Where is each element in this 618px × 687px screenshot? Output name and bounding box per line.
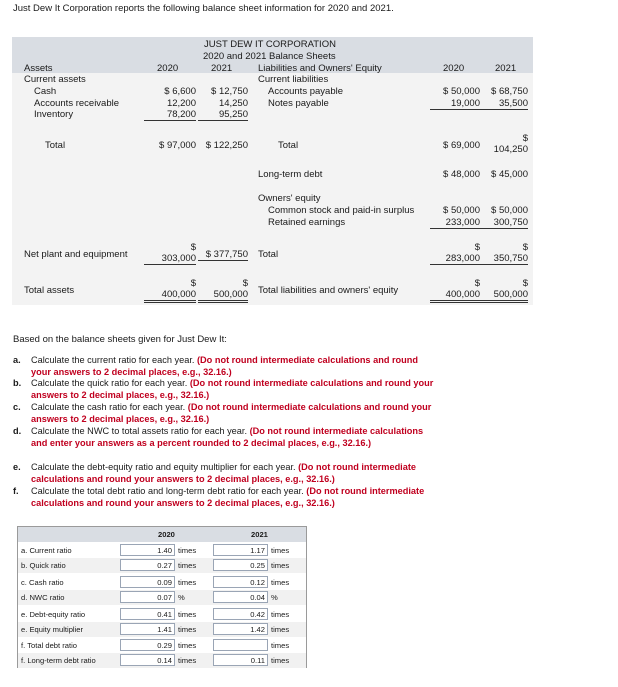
common-stock-label: Common stock and paid-in surplus bbox=[268, 205, 415, 216]
assets-header: Assets bbox=[24, 63, 53, 74]
answer-unit-2021: % bbox=[271, 593, 278, 602]
accounts-receivable-label: Accounts receivable bbox=[34, 98, 120, 109]
total-liabilities-equity-label: Total liabilities and owners' equity bbox=[258, 285, 399, 296]
current-liab-total-2021: 104,250 bbox=[493, 144, 528, 155]
company-title: JUST DEW IT CORPORATION bbox=[204, 39, 336, 50]
answer-unit-2020: times bbox=[178, 641, 197, 650]
question-d bbox=[13, 426, 433, 461]
question-c-text: Calculate the cash ratio for each year. bbox=[31, 402, 186, 412]
question-e bbox=[13, 462, 433, 485]
tle-2020: 400,000 bbox=[430, 289, 480, 303]
tle-2021: 500,000 bbox=[480, 289, 528, 303]
current-liab-total-2020: $ 69,000 bbox=[443, 140, 480, 151]
owners-equity-total-label: Total bbox=[258, 249, 279, 260]
answer-unit-2021: times bbox=[271, 610, 290, 619]
answer-row bbox=[18, 543, 306, 558]
inventory-2020: 78,200 bbox=[144, 109, 196, 121]
cs-2021: $ 50,000 bbox=[491, 205, 528, 216]
cash-label: Cash bbox=[34, 86, 57, 97]
answer-input-2021[interactable]: 0.42 bbox=[213, 608, 268, 620]
current-assets-label: Current assets bbox=[24, 74, 86, 85]
answer-unit-2020: times bbox=[178, 546, 197, 555]
net-plant-2020: 303,000 bbox=[144, 253, 196, 265]
ap-2021: $ 68,750 bbox=[491, 86, 528, 97]
questions-intro: Based on the balance sheets given for Just Dew It: bbox=[13, 334, 227, 345]
answer-unit-2021: times bbox=[271, 641, 290, 650]
long-term-debt-label: Long-term debt bbox=[258, 169, 323, 180]
answer-input-2020[interactable]: 0.27 bbox=[120, 559, 175, 571]
total-assets-2021: 500,000 bbox=[198, 289, 248, 303]
answer-row bbox=[18, 653, 306, 668]
oe-total-2020: 283,000 bbox=[430, 253, 480, 265]
assets-year-2021: 2021 bbox=[211, 63, 233, 74]
total-assets-2020: 400,000 bbox=[144, 289, 196, 303]
answer-input-2020[interactable]: 0.14 bbox=[120, 654, 175, 666]
cash-2020: $ 6,600 bbox=[164, 86, 196, 97]
oe-total-2021: 350,750 bbox=[480, 253, 528, 265]
answer-col-2021: 2021 bbox=[251, 530, 268, 539]
question-d-text: Calculate the NWC to total assets ratio for each year. bbox=[31, 426, 248, 436]
question-c bbox=[13, 402, 433, 425]
net-plant-2020-symbol: $ bbox=[190, 242, 196, 253]
answer-input-2020[interactable]: 1.40 bbox=[120, 544, 175, 556]
answer-unit-2020: times bbox=[178, 656, 197, 665]
question-a-note: (Do not round intermediate calculations and round your answers to 2 decimal places, e.g., 32.16.) bbox=[31, 355, 419, 377]
intro-text: Just Dew It Corporation reports the following balance sheet information for 2020 and 2021. bbox=[13, 3, 394, 14]
answer-unit-2020: times bbox=[178, 625, 197, 634]
answer-row bbox=[18, 575, 306, 590]
sheet-subtitle: 2020 and 2021 Balance Sheets bbox=[203, 51, 336, 62]
answer-unit-2021: times bbox=[271, 546, 290, 555]
answer-row-label: c. Cash ratio bbox=[21, 578, 64, 587]
answer-col-2020: 2020 bbox=[158, 530, 175, 539]
np-2021: 35,500 bbox=[480, 98, 528, 110]
net-plant-label: Net plant and equipment bbox=[24, 249, 128, 260]
question-b-label: b. bbox=[13, 378, 22, 388]
current-liab-total-2021-symbol: $ bbox=[522, 133, 528, 144]
total-assets-label: Total assets bbox=[24, 285, 75, 296]
assets-year-2020: 2020 bbox=[157, 63, 179, 74]
net-plant-2021: $ 377,750 bbox=[198, 249, 248, 261]
answer-row bbox=[18, 558, 306, 573]
balance-sheet bbox=[12, 37, 533, 305]
question-e-label: e. bbox=[13, 462, 21, 472]
liab-year-2021: 2021 bbox=[495, 63, 517, 74]
cs-2020: $ 50,000 bbox=[443, 205, 480, 216]
answer-input-2020[interactable]: 0.41 bbox=[120, 608, 175, 620]
retained-earnings-label: Retained earnings bbox=[268, 217, 346, 228]
answer-unit-2020: times bbox=[178, 578, 197, 587]
question-d-label: d. bbox=[13, 426, 22, 436]
answer-unit-2021: times bbox=[271, 561, 290, 570]
answer-input-2020[interactable]: 0.29 bbox=[120, 639, 175, 651]
liabilities-header: Liabilities and Owners' Equity bbox=[258, 63, 382, 74]
current-assets-total-2020: $ 97,000 bbox=[159, 140, 196, 151]
question-b-note: (Do not round intermediate calculations and round your answers to 2 decimal places, e.g., 32.16.) bbox=[31, 378, 434, 400]
total-assets-2020-symbol: $ bbox=[190, 278, 196, 289]
answer-unit-2021: times bbox=[271, 578, 290, 587]
accounts-payable-label: Accounts payable bbox=[268, 86, 343, 97]
oe-total-2020-symbol: $ bbox=[474, 242, 480, 253]
current-liabilities-label: Current liabilities bbox=[258, 74, 329, 85]
question-f-text: Calculate the total debt ratio and long-term debt ratio for each year. bbox=[31, 486, 304, 496]
answer-row-label: a. Current ratio bbox=[21, 546, 72, 555]
notes-payable-label: Notes payable bbox=[268, 98, 329, 109]
tle-2020-symbol: $ bbox=[474, 278, 480, 289]
answer-input-2021[interactable]: 0.04 bbox=[213, 591, 268, 603]
current-assets-total-label: Total bbox=[45, 140, 66, 151]
question-e-text: Calculate the debt-equity ratio and equity multiplier for each year. bbox=[31, 462, 296, 472]
answer-unit-2020: % bbox=[178, 593, 185, 602]
answer-row bbox=[18, 607, 306, 622]
answer-row-label: e. Equity multiplier bbox=[21, 625, 84, 634]
ar-2020: 12,200 bbox=[166, 98, 196, 109]
answer-row-label: f. Total debt ratio bbox=[21, 641, 78, 650]
answer-row bbox=[18, 622, 306, 637]
answer-input-2021[interactable]: 0.11 bbox=[213, 654, 268, 666]
ltd-2021: $ 45,000 bbox=[491, 169, 528, 180]
question-b-text: Calculate the quick ratio for each year. bbox=[31, 378, 188, 388]
answer-unit-2020: times bbox=[178, 610, 197, 619]
question-a-label: a. bbox=[13, 355, 21, 365]
answer-input-2021[interactable]: 0.12 bbox=[213, 576, 268, 588]
answer-row-label: e. Debt-equity ratio bbox=[21, 610, 86, 619]
oe-total-2021-symbol: $ bbox=[522, 242, 528, 253]
question-b bbox=[13, 378, 433, 401]
liab-year-2020: 2020 bbox=[443, 63, 465, 74]
re-2020: 233,000 bbox=[430, 217, 480, 229]
inventory-label: Inventory bbox=[34, 109, 74, 120]
inventory-2021: 95,250 bbox=[198, 109, 248, 121]
answer-table bbox=[17, 526, 307, 668]
answer-input-2020[interactable]: 0.07 bbox=[120, 591, 175, 603]
answer-row-label: f. Long-term debt ratio bbox=[21, 656, 96, 665]
answer-unit-2021: times bbox=[271, 625, 290, 634]
ltd-2020: $ 48,000 bbox=[443, 169, 480, 180]
ar-2021: 14,250 bbox=[218, 98, 248, 109]
question-f bbox=[13, 486, 433, 509]
question-e-note: (Do not round intermediate calculations and round your answers to 2 decimal places, e.g., 32.16.) bbox=[31, 462, 417, 484]
tle-2021-symbol: $ bbox=[522, 278, 528, 289]
answer-row-label: b. Quick ratio bbox=[21, 561, 66, 570]
answer-table-header bbox=[18, 527, 306, 542]
owners-equity-label: Owners' equity bbox=[258, 193, 321, 204]
re-2021: 300,750 bbox=[480, 217, 528, 229]
question-d-note: (Do not round intermediate calculations and enter your answers as a percent rounded to 2 decimal places, e.g., 32.16.) bbox=[31, 426, 424, 448]
answer-row-label: d. NWC ratio bbox=[21, 593, 65, 602]
answer-row bbox=[18, 638, 306, 653]
answer-input-2021[interactable] bbox=[213, 639, 268, 651]
cash-2021: $ 12,750 bbox=[211, 86, 248, 97]
np-2020: 19,000 bbox=[430, 98, 480, 110]
answer-row bbox=[18, 590, 306, 605]
answer-input-2021[interactable]: 0.25 bbox=[213, 559, 268, 571]
answer-input-2020[interactable]: 0.09 bbox=[120, 576, 175, 588]
question-a bbox=[13, 355, 433, 378]
question-c-label: c. bbox=[13, 402, 21, 412]
answer-input-2021[interactable]: 1.42 bbox=[213, 623, 268, 635]
question-f-note: (Do not round intermediate calculations and round your answers to 2 decimal places, e.g., 32.16.) bbox=[31, 486, 425, 508]
current-assets-total-2021: $ 122,250 bbox=[205, 140, 248, 151]
answer-input-2021[interactable]: 1.17 bbox=[213, 544, 268, 556]
answer-unit-2020: times bbox=[178, 561, 197, 570]
total-assets-2021-symbol: $ bbox=[242, 278, 248, 289]
current-liab-total-label: Total bbox=[278, 140, 299, 151]
question-f-label: f. bbox=[13, 486, 19, 496]
answer-input-2020[interactable]: 1.41 bbox=[120, 623, 175, 635]
question-a-text: Calculate the current ratio for each year. bbox=[31, 355, 195, 365]
ap-2020: $ 50,000 bbox=[443, 86, 480, 97]
question-c-note: (Do not round intermediate calculations and round your answers to 2 decimal places, e.g., 32.16.) bbox=[31, 402, 432, 424]
answer-unit-2021: times bbox=[271, 656, 290, 665]
